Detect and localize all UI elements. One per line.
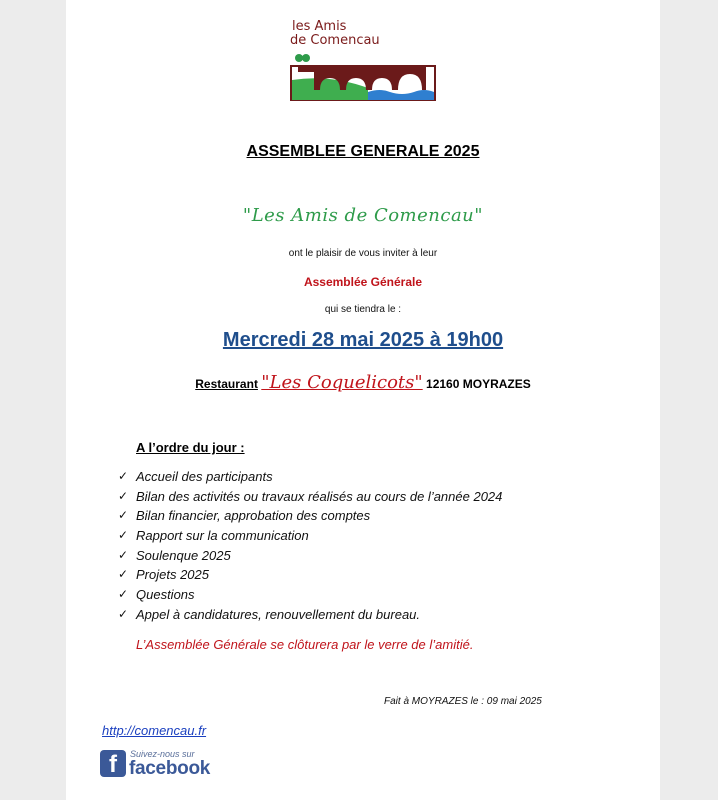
check-icon: ✓: [118, 528, 129, 543]
check-icon: ✓: [118, 587, 129, 602]
held-line: qui se tiendra le :: [324, 304, 402, 315]
agenda-item: [118, 467, 502, 487]
agenda-item: [118, 506, 502, 526]
agenda-item: [118, 585, 502, 605]
venue-name: "Les Coquelicots": [261, 372, 423, 393]
document-page: [66, 0, 660, 800]
agenda-item-text: Bilan des activités ou travaux réalisés au cours de l’année 2024: [136, 488, 503, 504]
check-icon: ✓: [118, 488, 129, 503]
agenda-item: [118, 605, 502, 625]
check-icon: ✓: [118, 508, 129, 523]
agenda-item-text: Soulenque 2025: [136, 547, 231, 563]
logo-text-line2: de Comencau: [290, 33, 380, 48]
agenda-item-text: Projets 2025: [136, 567, 209, 583]
facebook-follow-text: Suivez-nous sur: [130, 749, 195, 759]
agenda-item: [118, 565, 502, 585]
association-name: "Les Amis de Comencau": [242, 205, 484, 226]
closing-note: L’Assemblée Générale se clôturera par le verre de l’amitié.: [136, 637, 474, 652]
agenda-item-text: Accueil des participants: [136, 469, 273, 484]
agenda-item-text: Appel à candidatures, renouvellement du bureau.: [136, 606, 421, 622]
facebook-icon: f: [100, 750, 126, 777]
facebook-wordmark: facebook: [129, 758, 211, 779]
agenda-item-text: Questions: [136, 587, 195, 603]
venue-city: 12160 MOYRAZES: [426, 377, 531, 391]
agenda-item: [118, 546, 502, 566]
agenda-title: A l’ordre du jour :: [136, 440, 245, 455]
check-icon: ✓: [118, 606, 129, 621]
association-logo: [290, 18, 436, 102]
meeting-date: Mercredi 28 mai 2025 à 19h00: [222, 329, 504, 351]
signed-line: Fait à MOYRAZES le : 09 mai 2025: [384, 696, 542, 707]
venue-label: Restaurant: [195, 377, 258, 391]
venue-line: [66, 372, 660, 393]
agenda-item-text: Bilan financier, approbation des comptes: [136, 508, 371, 524]
website-link[interactable]: http://comencau.fr: [102, 723, 207, 738]
agenda-list: [118, 467, 502, 625]
bridge-logo-icon: [290, 52, 436, 102]
check-icon: ✓: [118, 547, 129, 562]
facebook-follow-button[interactable]: [100, 749, 220, 781]
invite-line: ont le plaisir de vous inviter à leur: [288, 248, 438, 259]
agenda-item-text: Rapport sur la communication: [136, 528, 309, 544]
logo-text-line1: les Amis: [292, 19, 347, 34]
check-icon: ✓: [118, 567, 129, 582]
agenda-item: [118, 487, 502, 507]
meeting-name: Assemblée Générale: [303, 275, 423, 289]
page-title: ASSEMBLEE GENERALE 2025: [246, 143, 480, 160]
check-icon: ✓: [118, 469, 129, 483]
agenda-item: [118, 526, 502, 546]
